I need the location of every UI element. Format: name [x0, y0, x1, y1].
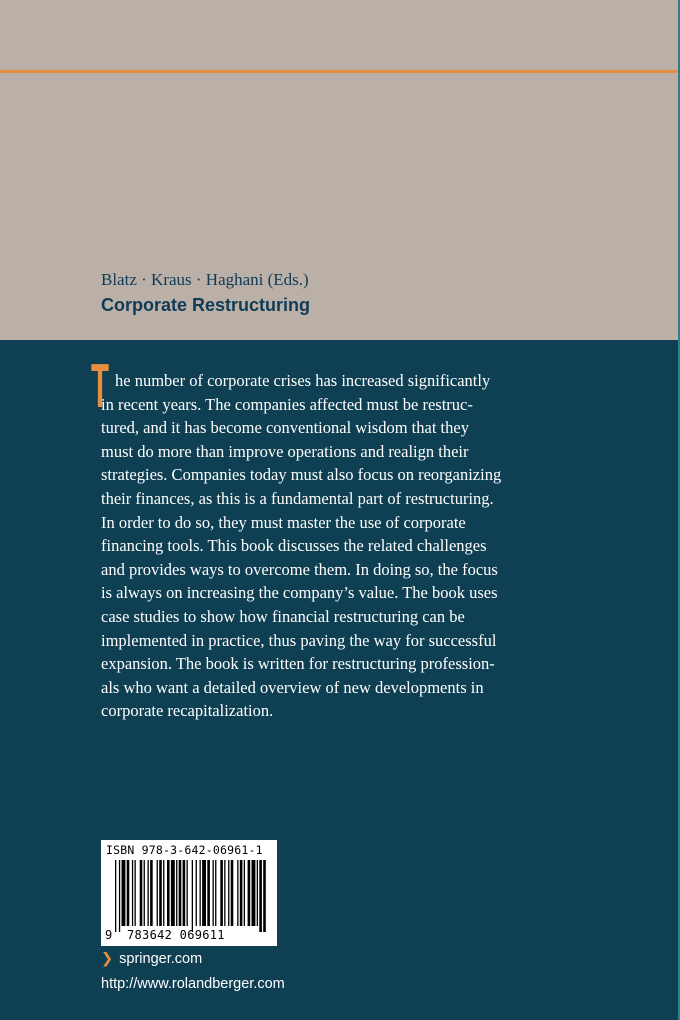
blurb-line: In order to do so, they must master the use of corporate: [101, 512, 466, 532]
blurb-line: tured, and it has become conventional wisdom that they: [101, 418, 469, 438]
blurb-line: expansion. The book is written for restructuring profession-: [101, 654, 495, 674]
dropcap-text: T: [91, 352, 110, 421]
blurb-line: implemented in practice, thus paving the way for successful: [101, 630, 497, 650]
blurb-line: their finances, as this is a fundamental part of restructuring.: [101, 488, 494, 508]
blurb-line: als who want a detailed overview of new developments in: [101, 677, 484, 697]
barcode-bar: [202, 860, 206, 926]
barcode-bar: [192, 860, 193, 932]
blurb-line: strategies. Companies today must also focus on reorganizing: [101, 465, 502, 485]
barcode-bar: [148, 860, 149, 926]
barcode-bar: [144, 860, 145, 926]
barcode-bar: [176, 860, 177, 926]
barcode-bar: [122, 860, 126, 926]
book-title: Corporate Restructuring: [101, 295, 311, 315]
isbn-label: ISBN 978-3-642-06961-1: [106, 843, 263, 857]
blurb-line: he number of corporate crises has increased significantly: [115, 371, 491, 390]
rolandberger-link[interactable]: http://www.rolandberger.com: [101, 976, 285, 992]
barcode-bar: [163, 860, 164, 926]
barcode-bar: [157, 860, 158, 926]
barcode-bar: [228, 860, 229, 926]
barcode-bar: [237, 860, 238, 926]
barcode-bar: [259, 860, 262, 932]
barcode-bar: [150, 860, 153, 926]
barcode-bar: [179, 860, 182, 926]
barcode-bar: [200, 860, 201, 926]
barcode-bar: [213, 860, 214, 926]
blurb-line: corporate recapitalization.: [101, 701, 274, 721]
editors-line: Blatz · Kraus · Haghani (Eds.): [101, 270, 309, 289]
barcode-bar: [220, 860, 223, 926]
barcode-bar: [231, 860, 234, 926]
barcode-lead-digit: 9: [105, 928, 113, 942]
barcode-bar: [140, 860, 143, 926]
barcode-bar: [159, 860, 162, 926]
barcode-bar: [135, 860, 136, 926]
chevron-right-icon: ❯: [101, 951, 114, 967]
barcode-bar: [207, 860, 210, 926]
blurb-line: must do more than improve operations and realign their: [101, 441, 469, 461]
barcode-bar: [252, 860, 256, 926]
barcode-digits: 783642 069611: [127, 928, 225, 942]
springer-link-text[interactable]: springer.com: [119, 951, 203, 967]
blurb-line: case studies to show how financial restructuring can be: [101, 606, 465, 626]
barcode-bar: [115, 860, 116, 932]
barcode-bar: [257, 860, 258, 926]
barcode-bar: [248, 860, 251, 926]
blurb-line: in recent years. The companies affected must be restruc-: [101, 394, 473, 414]
barcode-bar: [244, 860, 245, 926]
barcode-bar: [183, 860, 186, 926]
blurb-line: and provides ways to overcome them. In doing so, the focus: [101, 559, 498, 579]
barcode-bar: [127, 860, 130, 926]
barcode-bar: [224, 860, 225, 926]
springer-link[interactable]: [101, 951, 202, 967]
blurb-line: financing tools. This book discusses the related challenges: [101, 536, 487, 556]
barcode-bar: [187, 860, 188, 926]
barcode-bar: [132, 860, 133, 926]
blurb-line: is always on increasing the company’s value. The book uses: [101, 583, 498, 603]
blurb-text: [101, 369, 541, 723]
isbn-barcode: [101, 840, 277, 946]
accent-rule: [0, 70, 680, 73]
barcode-bar: [240, 860, 243, 926]
barcode-bar: [196, 860, 197, 926]
barcode-bar: [171, 860, 175, 926]
barcode-bar: [167, 860, 170, 926]
barcode-bar: [119, 860, 120, 932]
barcode-bar: [215, 860, 216, 926]
barcode-bar: [263, 860, 266, 932]
